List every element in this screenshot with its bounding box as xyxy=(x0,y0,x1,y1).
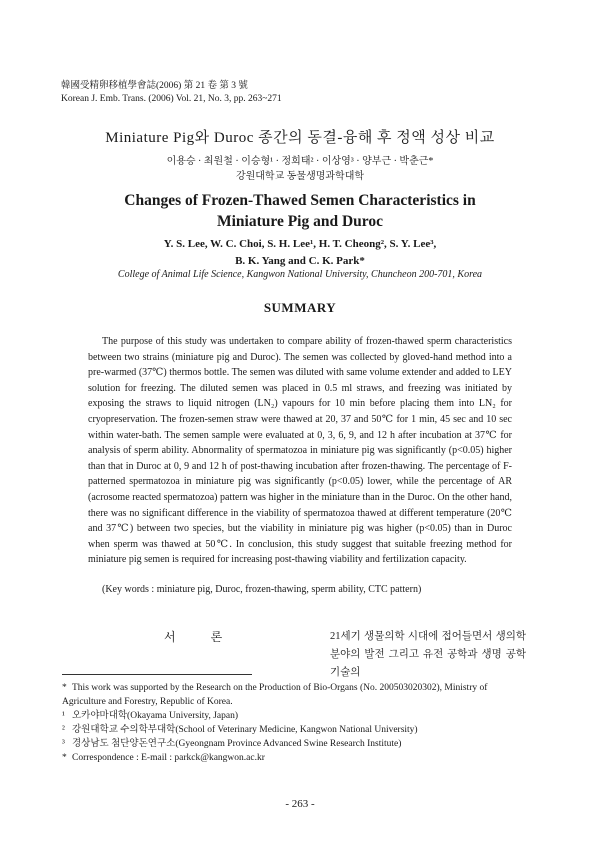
title-english xyxy=(0,190,600,232)
title-english-line1: Changes of Frozen-Thawed Semen Characteristics in xyxy=(124,192,476,209)
keywords: (Key words : miniature pig, Duroc, frozen-thawing, sperm ability, CTC pattern) xyxy=(102,584,422,595)
footnote-text: Correspondence : E-mail : parkck@kangwon.ac.kr xyxy=(72,753,265,763)
affiliation-english: College of Animal Life Science, Kangwon National University, Chuncheon 200-701, Korea xyxy=(117,269,483,280)
section-heading-introduction: 서 론 xyxy=(164,630,239,644)
affiliation-korean: 강원대학교 동물생명과학대학 xyxy=(235,171,365,182)
footnote-1 xyxy=(62,710,532,724)
title-english-line2: Miniature Pig and Duroc xyxy=(216,213,384,230)
footnote-text: This work was supported by the Research on the Production of Bio-Organs (No. 200503020302), Ministry of Agriculture and Forestry, Republic of Korea. xyxy=(62,683,488,707)
footnote-3 xyxy=(62,738,532,752)
footnote-rule xyxy=(62,674,252,675)
footnote-text: 강원대학교 수의학부대학(School of Veterinary Medicine, Kangwon National University) xyxy=(72,725,418,735)
title-korean: Miniature Pig와 Duroc 종간의 동결-융해 후 정액 성상 비교 xyxy=(105,130,495,146)
footnote-mark: * xyxy=(62,753,67,763)
footnote-funding xyxy=(62,682,532,709)
authors-english-line2: B. K. Yang and C. K. Park* xyxy=(235,255,365,267)
footnote-text: 경상남도 첨단양돈연구소(Gyeongnam Province Advanced Swine Research Institute) xyxy=(72,739,402,749)
footnote-mark: ³ xyxy=(62,739,65,749)
footnote-text: 오카야마대학(Okayama University, Japan) xyxy=(72,711,239,721)
authors-english-line1: Y. S. Lee, W. C. Choi, S. H. Lee¹, H. T. Cheong², S. Y. Lee³, xyxy=(163,238,437,250)
journal-header-english: Korean J. Emb. Trans. (2006) Vol. 21, No. 3, pp. 263~271 xyxy=(61,94,282,104)
footnote-2 xyxy=(62,724,532,738)
page-number: - 263 - xyxy=(285,798,315,810)
abstract-text: The purpose of this study was undertaken to compare ability of frozen-thawed sperm characteristics between two strains (miniature pig and Duroc). The semen was collected by gloved-hand method into a pre-warmed (37℃) thermos bottle. The semen was diluted with same volume extender and added to LEY solution for freezing. The diluted semen was placed in 0.5 ml straws, and freezing was initiated by exposing the straws to liquid nitrogen (LN₂) vapours for 10 min before placing them into LN₂ for cryopreservation. The frozen-semen straw were thawed at 20, 37 and 50℃ for 1 min, 45 sec and 10 sec within water-bath. The semen sample were evaluated at 0, 3, 6, 9, and 12 h after incubation at 37℃ for analysis of sperm ability. Abnormality of spermatozoa in miniature pig was significantly (p<0.05) higher than that in Duroc at 0, 9 and 12 h of post-thawing incubation after frozen-thawing. The percentage of F-patterned spermatozoa in miniature pig was significantly (p<0.05) lower, while the percentage of AR (acrosome reacted spermatozoa) pattern was higher in the miniature than in the Duroc. On the other hand, there was no significant difference in the viability of spermatozoa thawed at different temperature (20℃ and 37℃) between two species, but the viability in miniature pig was higher (p<0.05) than in Duroc when sperm was thawed at 50℃. In conclusion, this study suggest that suitable freezing method for miniature pig semen is required for increasing post-thawing viability and fertilization capacity. xyxy=(88,336,512,566)
footnote-mark: ¹ xyxy=(62,711,65,721)
introduction-body: 21세기 생물의학 시대에 접어들면서 생의학 분야의 발전 그리고 유전 공학과 생명 공학 기술의 xyxy=(330,631,526,678)
journal-header-korean: 韓國受精卵移植學會誌(2006) 第 21 卷 第 3 號 xyxy=(61,81,248,91)
footnote-correspondence xyxy=(62,752,532,766)
summary-heading: SUMMARY xyxy=(263,300,337,315)
authors-english xyxy=(0,236,600,270)
footnote-mark: ² xyxy=(62,725,65,735)
footnote-mark: * xyxy=(62,683,67,693)
authors-korean: 이용승 · 최원철 · 이승형¹ · 정희태² · 이상영³ · 양부근 · 박춘근* xyxy=(166,156,434,167)
